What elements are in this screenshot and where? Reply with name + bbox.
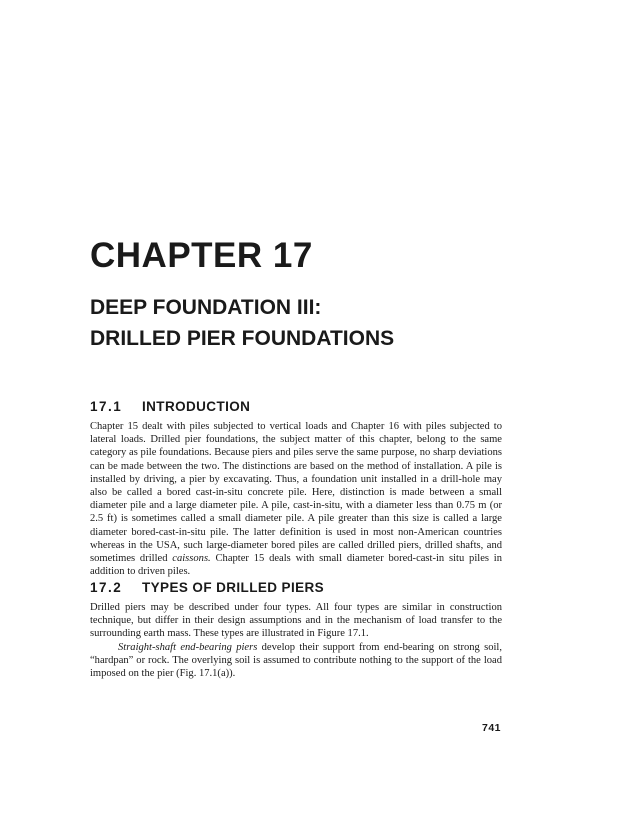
paragraph-text: Chapter 15 dealt with piles subjected to vertical loads and Chapter 16 with piles subjected to lateral loads. Drilled pier foundations, the subject matter of this chapter, belong to the same category as pile foundations. Because piers and piles serve the same purpose, no sharp deviations can be made between the two. The distinctions are based on the method of installation. A pile is installed by driving, a pier by excavating. Thus, a foundation unit installed in a drill-hole may also be called a bored cast-in-situ concrete pile. Here, distinction is made between a small diameter pile and a large diameter pile. A pile, cast-in-situ, with a diameter less than 0.75 m (or 2.5 ft) is sometimes called a small diameter pile. A pile greater than this size is called a large diameter bored-cast-in-situ pile. The latter definition is used in most non-American countries whereas in the USA, such large-diameter bored piles are called drilled piers, drilled shafts, and sometimes drilled [90, 421, 502, 565]
paragraph-text: develop their support from end-bearing on strong soil, “hardpan” or rock. The overlying soil is assumed to contribute nothing to the support of the load imposed on the pier (Fig. 17.1(a)). [90, 642, 502, 680]
section-heading-17-2 [90, 580, 324, 595]
section-number: 17.1 [90, 399, 123, 414]
paragraph-text: Drilled piers may be described under four types. All four types are similar in construction technique, but differ in their design assumptions and in the mechanism of load transfer to the surrounding earth mass. These types are illustrated in Figure 17.1. [90, 602, 502, 640]
section-number: 17.2 [90, 580, 123, 595]
paragraph-italic-text: Straight-shaft end-bearing piers [118, 642, 258, 653]
chapter-title [90, 292, 394, 354]
paragraph-text: Chapter 15 deals with small diameter bored-cast-in situ piles in addition to driven piles. [90, 553, 503, 578]
chapter-label: CHAPTER 17 [90, 236, 313, 275]
paragraph-types-intro [90, 601, 502, 641]
chapter-title-line-1: DEEP FOUNDATION III: [90, 296, 322, 319]
paragraph-introduction [90, 420, 502, 578]
section-title: INTRODUCTION [142, 399, 251, 414]
chapter-title-line-2: DRILLED PIER FOUNDATIONS [90, 327, 395, 350]
section-title: TYPES OF DRILLED PIERS [142, 580, 325, 595]
paragraph-italic-text: caissons. [172, 553, 211, 565]
section-heading-17-1 [90, 399, 250, 414]
paragraph-straight-shaft [90, 641, 502, 681]
page-number: 741 [482, 722, 502, 734]
